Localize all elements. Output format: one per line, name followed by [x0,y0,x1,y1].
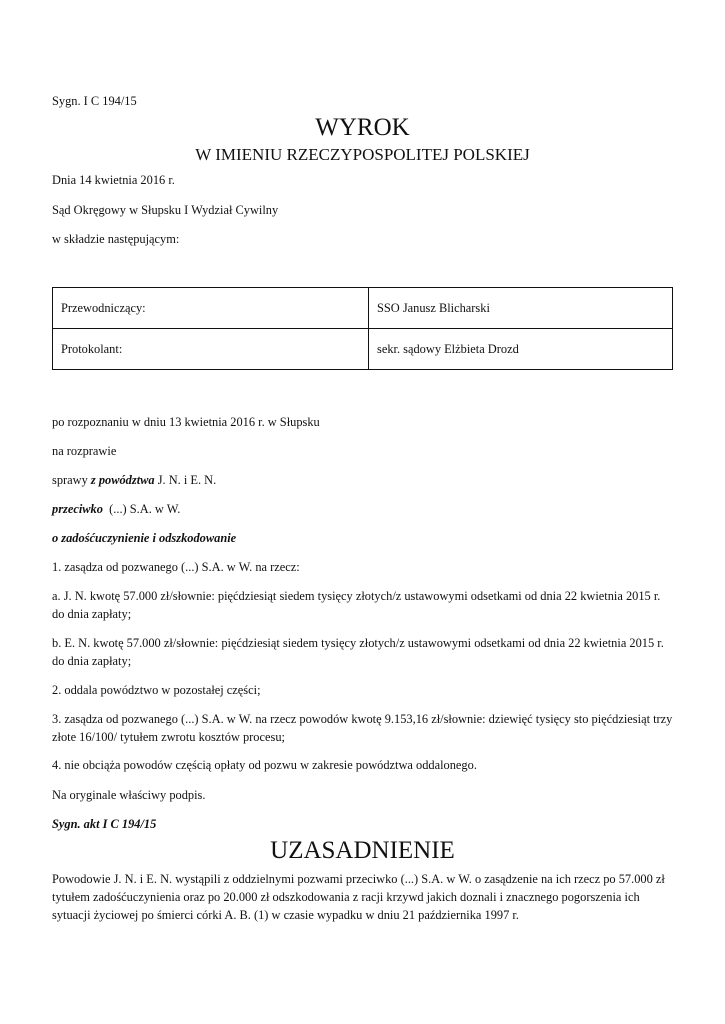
justification-paragraph: Powodowie J. N. i E. N. wystąpili z oddzielnymi pozwami przeciwko (...) S.A. w W. o zasądzenie na ich rzecz po 57.000 zł tytułem zadośćuczynienia oraz po 20.000 zł odszkodowania z racji krzywd jakich doznali i znacznego pogorszenia ich sytuacji życiowej po śmierci córki A. B. (1) w czasie wypadku w dniu 21 października 1997 r. [52,872,665,922]
defendant: (...) S.A. w W. [109,502,181,516]
case-signature: Sygn. I C 194/15 [52,94,137,108]
ruling-3: 3. zasądza od pozwanego (...) S.A. w W. na rzecz powodów kwotę 9.153,16 zł/słownie: dziewięć tysięcy sto pięćdziesiąt trzy złote 16/100/ tytułem zwrotu kosztów procesu; [52,712,673,744]
ruling-1: 1. zasądza od pozwanego (...) S.A. w W. na rzecz: [52,560,300,574]
role-cell: Przewodniczący: [53,288,369,329]
act-signature: Sygn. akt I C 194/15 [52,817,157,831]
court-name: Sąd Okręgowy w Słupsku I Wydział Cywilny [52,203,279,217]
composition-table [52,287,673,370]
hearing-line: po rozpoznaniu w dniu 13 kwietnia 2016 r. w Słupsku [52,415,320,429]
table-row [53,329,673,370]
name-cell: SSO Janusz Blicharski [369,288,673,329]
ruling-2: 2. oddala powództwo w pozostałej części; [52,683,261,697]
name-cell: sekr. sądowy Elżbieta Drozd [369,329,673,370]
ruling-1b: b. E. N. kwotę 57.000 zł/słownie: pięćdziesiąt siedem tysięcy złotych/z ustawowymi odsetkami od dnia 22 kwietnia 2015 r. do dnia zapłaty; [52,636,664,668]
claim-prefix: sprawy [52,473,88,487]
against-line [52,500,674,518]
ruling-4: 4. nie obciąża powodów częścią opłaty od pozwu w zakresie powództwa oddalonego. [52,758,477,772]
justification-heading: UZASADNIENIE [270,837,455,864]
against-label: przeciwko [52,502,103,516]
verdict-heading: WYROK [315,114,410,141]
original-note: Na oryginale właściwy podpis. [52,788,206,802]
ruling-1a: a. J. N. kwotę 57.000 zł/słownie: pięćdziesiąt siedem tysięcy złotych/z ustawowymi odsetkami od dnia 22 kwietnia 2015 r. do dnia zapłaty; [52,589,661,621]
claim-line [52,471,674,489]
verdict-subheading: W IMIENIU RZECZYPOSPOLITEJ POLSKIEJ [195,145,530,164]
composition-intro: w składzie następującym: [52,232,180,246]
verdict-date: Dnia 14 kwietnia 2016 r. [52,173,175,187]
hearing-type: na rozprawie [52,444,117,458]
plaintiffs: J. N. i E. N. [157,473,217,487]
table-row [53,288,673,329]
claim-label: z powództwa [90,473,155,487]
role-cell: Protokolant: [53,329,369,370]
case-subject: o zadośćuczynienie i odszkodowanie [52,531,237,545]
